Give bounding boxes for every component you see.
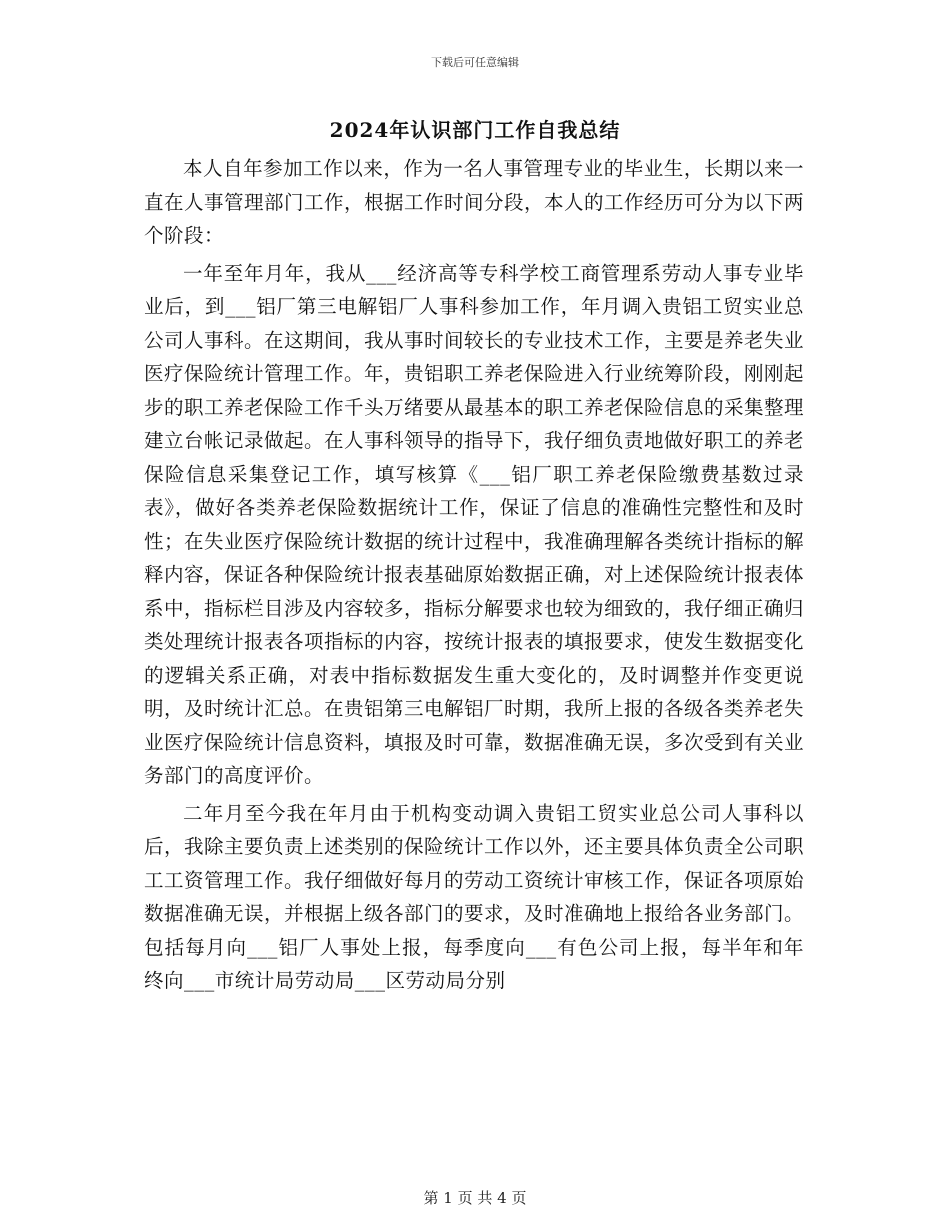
paragraph-stage-two: 二年月至今我在年月由于机构变动调入贵铝工贸实业总公司人事科以后，我除主要负责上述类别的保险统计工作以外，还主要具体负责全公司职工工资管理工作。我仔细做好每月的劳动工资统计审核工作，保证各项原始数据准确无误，并根据上级各部门的要求，及时准确地上报给各业务部门。包括每月向___铝厂人事处上报，每季度向___有色公司上报，每半年和年终向___市统计局劳动局___区劳动局分别: [144, 801, 805, 992]
document-title: 2024年认识部门工作自我总结: [329, 118, 621, 142]
document-body: [144, 152, 804, 1002]
page-header-note: 下载后可任意编辑: [431, 56, 519, 69]
paragraph-stage-one: 一年至年月年，我从___经济高等专科学校工商管理系劳动人事专业毕业后，到___铝厂第三电解铝厂人事科参加工作，年月调入贵铝工贸实业总公司人事科。在这期间，我从事时间较长的专业技术工作，主要是养老失业医疗保险统计管理工作。年，贵铝职工养老保险进入行业统筹阶段，刚刚起步的职工养老保险工作千头万绪要从最基本的职工养老保险信息的采集整理建立台帐记录做起。在人事科领导的指导下，我仔细负责地做好职工的养老保险信息采集登记工作，填写核算《___铝厂职工养老保险缴费基数过录表》，做好各类养老保险数据统计工作，保证了信息的准确性完整性和及时性；在失业医疗保险统计数据的统计过程中，我准确理解各类统计指标的解释内容，保证各种保险统计报表基础原始数据正确，对上述保险统计报表体系中，指标栏目涉及内容较多，指标分解要求也较为细致的，我仔细正确归类处理统计报表各项指标的内容，按统计报表的填报要求，使发生数据变化的逻辑关系正确，对表中指标数据发生重大变化的，及时调整并作变更说明，及时统计汇总。在贵铝第三电解铝厂时期，我所上报的各级各类养老失业医疗保险统计信息资料，填报及时可靠，数据准确无误，多次受到有关业务部门的高度评价。: [144, 261, 805, 787]
paragraph-intro: 本人自年参加工作以来，作为一名人事管理专业的毕业生，长期以来一直在人事管理部门工作，根据工作时间分段，本人的工作经历可分为以下两个阶段：: [144, 157, 805, 247]
page-footer-number: 第 1 页 共 4 页: [423, 1189, 527, 1207]
